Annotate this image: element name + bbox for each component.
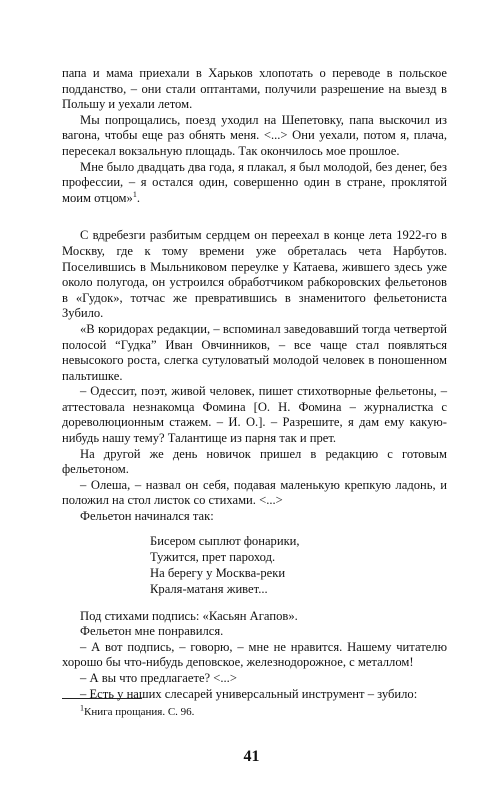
poem-line: Бисером сыплют фонарики,: [150, 533, 300, 548]
paragraph: Мы попрощались, поезд уходил на Шепетовку, папа выскочил из вагона, чтобы еще раз обнять меня. <...> Они уехали, потом я, плача, пересекал вокзальную площадь. Так окончилось мое прошлое.: [62, 112, 447, 158]
paragraph: С вдребезги разбитым сердцем он переехал в конце лета 1922-го в Москву, где к тому времени уже обреталась чета Нарбутов. Поселившись в Мыльниковом переулке у Катаева, жившего здесь уже около полугода, он устроился обработчиком рабкоровских фельетонов в «Гудок», тотчас же превратившись в знаменитого фельетониста Зубило.: [62, 228, 447, 321]
paragraph: Под стихами подпись: «Касьян Агапов».: [80, 608, 298, 623]
paragraph: – А вы что предлагаете? <...>: [80, 671, 237, 685]
paragraph: – А вот подпись, – говорю, – мне не нравится. Нашему читателю хорошо бы что-нибудь деповское, железнодорожное, с металлом!: [62, 639, 447, 670]
paragraph: На другой же день новичок пришел в редакцию с готовым фельетоном.: [62, 446, 447, 477]
paragraph: Фельетон мне понравился.: [80, 624, 224, 639]
paragraph: папа и мама приехали в Харьков хлопотать о переводе в польское подданство, – они стали оптантами, получили разрешение на выезд в Польшу и уехали летом.: [62, 66, 447, 112]
page-number: 41: [243, 748, 260, 765]
paragraph: – Олеша, – назвал он себя, подавая маленькую крепкую ладонь, и положил на стол листок со стихами. <...>: [62, 477, 447, 508]
footnote-text: Книга прощания. С. 96.: [84, 706, 195, 718]
paragraph: «В коридорах редакции, – вспоминал заведовавший тогда четвертой полосой “Гудка” Иван Овчинников, – все чаще стал появляться невысокого роста, слегка сутуловатый молодой человек в поношенном пальтишке.: [62, 321, 447, 383]
footnote: [80, 703, 195, 719]
paragraph: Фельетон начинался так:: [80, 509, 214, 524]
footnote-ref: 1: [132, 189, 137, 199]
poem-line: На берегу у Москва-реки: [150, 565, 286, 580]
main-text: [62, 66, 447, 702]
footnote-divider: [62, 698, 142, 699]
paragraph: Мне было двадцать два года, я плакал, я был молодой, без денег, без профессии, – я остался один, совершенно один в стране, проклятой моим отцом»$^1$.: [62, 159, 447, 205]
footnote-marker: 1: [80, 703, 84, 713]
paragraph: – Есть у наших слесарей универсальный инструмент – зубило:: [80, 686, 418, 701]
poem: [150, 533, 447, 597]
paragraph: – Одессит, поэт, живой человек, пишет стихотворные фельетоны, – аттестовала незнакомца Фомина [О. Н. Фомина – журналистка с дореволюционным стажем. – И. О.]. – Разрешите, я дам ему какую-нибудь нашу тему? Талантище из парня так и прет.: [62, 384, 447, 446]
poem-line: Краля-матаня живет...: [150, 581, 268, 596]
poem-line: Тужится, прет пароход.: [150, 549, 276, 564]
paragraph-text: Мне было двадцать два года, я плакал, я был молодой, без денег, без профессии, – я остался один, совершенно один в стране, проклятой моим отцом»: [62, 159, 447, 205]
